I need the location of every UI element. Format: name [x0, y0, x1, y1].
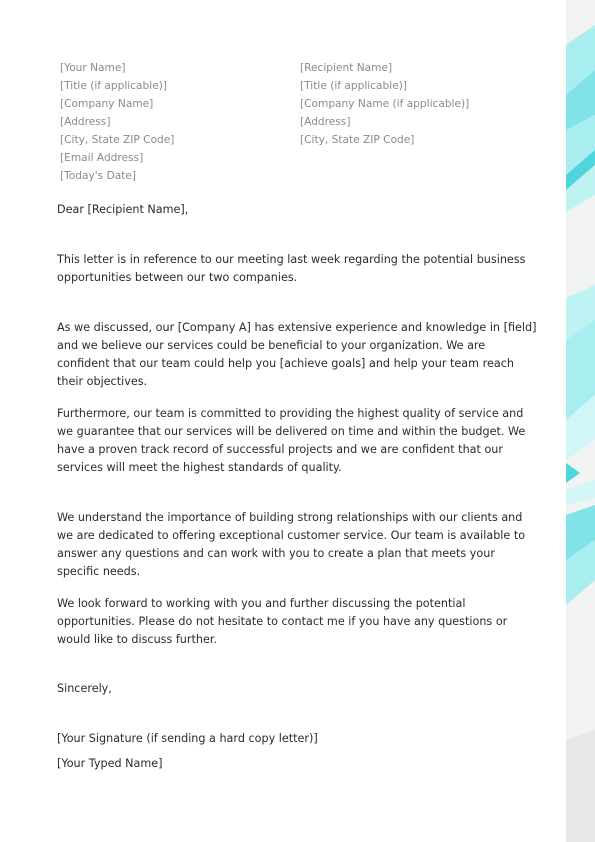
recipient-title: [Title (if applicable)]	[300, 80, 407, 92]
recipient-address: [Address]	[300, 116, 351, 128]
decorative-geometric-shapes	[566, 0, 595, 842]
letter-paragraph-2: As we discussed, our [Company A] has extensive experience and knowledge in [field] and we believe our services could be beneficial to your organization. We are confident that our team could help you [achieve goals] and help your team reach their objectives.	[57, 321, 537, 388]
letter-greeting: Dear [Recipient Name],	[57, 203, 189, 216]
letter-paragraph-5: We look forward to working with you and further discussing the potential opportunities. Please do not hesitate to contact me if you have any questions or would like to discuss further.	[57, 597, 508, 646]
sender-company: [Company Name]	[60, 98, 154, 110]
letter-paragraph-1: This letter is in reference to our meeting last week regarding the potential business opportunities between our two companies.	[57, 253, 526, 284]
letter-closing: Sincerely,	[57, 682, 112, 695]
sender-address: [Address]	[60, 116, 111, 128]
letter-paragraph-3: Furthermore, our team is committed to providing the highest quality of service and we guarantee that our services will be delivered on time and within the budget. We have a proven track record of successful projects and we are confident that our services will meet the highest standards of quality.	[57, 407, 526, 474]
sender-title: [Title (if applicable)]	[60, 80, 167, 92]
signature-line: [Your Signature (if sending a hard copy letter)]	[57, 732, 318, 745]
typed-name: [Your Typed Name]	[57, 757, 163, 770]
decorative-side-strip	[566, 0, 595, 842]
sender-address-block	[60, 59, 174, 185]
sender-name: [Your Name]	[60, 62, 126, 74]
recipient-address-block	[300, 59, 469, 149]
recipient-name: [Recipient Name]	[300, 62, 393, 74]
letter-date: [Today's Date]	[60, 170, 137, 182]
sender-email: [Email Address]	[60, 152, 144, 164]
recipient-company: [Company Name (if applicable)]	[300, 98, 470, 110]
recipient-city-state-zip: [City, State ZIP Code]	[300, 134, 415, 146]
letter-paragraph-4: We understand the importance of building strong relationships with our clients and we are dedicated to offering exceptional customer service. Our team is available to answer any questions and can work with you to create a plan that meets your specific needs.	[57, 511, 526, 578]
sender-city-state-zip: [City, State ZIP Code]	[60, 134, 175, 146]
